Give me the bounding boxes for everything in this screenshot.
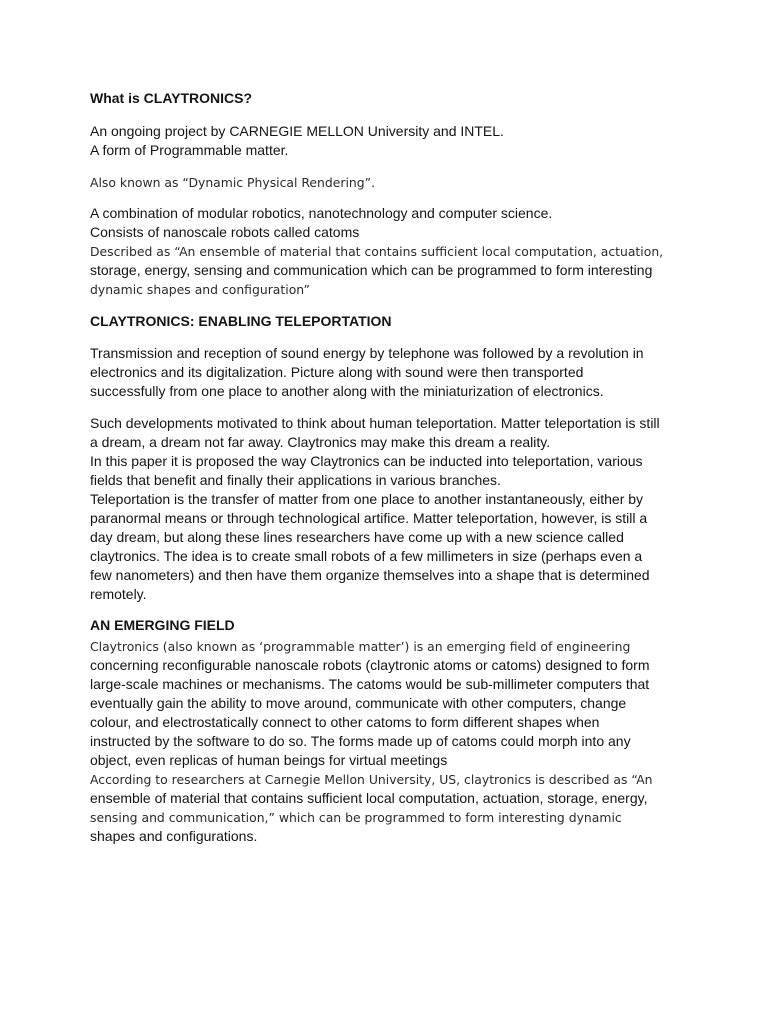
paragraph-line: object, even replicas of human beings for virtual meetings (90, 752, 448, 768)
paragraph-line: claytronics. The idea is to create small robots of a few millimeters in size (perhaps even a (90, 548, 643, 564)
paragraph-line: Claytronics (also known as ‘programmable matter’) is an emerging field of engineering (90, 639, 631, 654)
paragraph-line: dynamic shapes and configuration” (90, 282, 310, 297)
heading-what-is: What is CLAYTRONICS? (90, 90, 253, 106)
paragraph-line: In this paper it is proposed the way Claytronics can be inducted into teleportation, various (90, 453, 643, 469)
paragraph-line: concerning reconfigurable nanoscale robots (claytronic atoms or catoms) designed to form (90, 657, 650, 673)
paragraph-line: day dream, but along these lines researchers have come up with a new science called (90, 529, 624, 545)
paragraph-line: A combination of modular robotics, nanotechnology and computer science. (90, 205, 553, 221)
paragraph-line: a dream, a dream not far away. Claytronics may make this dream a reality. (90, 434, 551, 450)
heading-teleportation: CLAYTRONICS: ENABLING TELEPORTATION (90, 313, 392, 329)
paragraph-line: According to researchers at Carnegie Mellon University, US, claytronics is described as “An (90, 772, 653, 787)
paragraph-line: electronics and its digitalization. Picture along with sound were then transported (90, 364, 584, 380)
paragraph-line: Such developments motivated to think about human teleportation. Matter teleportation is still (90, 415, 660, 431)
paragraph-line: Teleportation is the transfer of matter from one place to another instantaneously, either by (90, 491, 644, 507)
paragraph-line: A form of Programmable matter. (90, 142, 289, 158)
paragraph-line: An ongoing project by CARNEGIE MELLON University and INTEL. (90, 123, 504, 139)
paragraph-line: paranormal means or through technological artifice. Matter teleportation, however, is still a (90, 510, 648, 526)
paragraph-line: storage, energy, sensing and communication which can be programmed to form interesting (90, 262, 653, 278)
paragraph-line: instructed by the software to do so. The forms made up of catoms could morph into any (90, 733, 631, 749)
paragraph-line: fields that benefit and finally their applications in various branches. (90, 472, 501, 488)
paragraph-line: ensemble of material that contains sufficient local computation, actuation, storage, energy, (90, 790, 648, 806)
paragraph-line: colour, and electrostatically connect to other catoms to form different shapes when (90, 714, 600, 730)
paragraph-line: remotely. (90, 586, 147, 602)
heading-emerging-field: AN EMERGING FIELD (90, 617, 235, 633)
paragraph-line: successfully from one place to another along with the miniaturization of electronics. (90, 383, 604, 399)
paragraph-line: shapes and configurations. (90, 828, 258, 844)
paragraph-line: Described as “An ensemble of material that contains sufficient local computation, actuation, (90, 244, 664, 259)
paragraph-line: Transmission and reception of sound energy by telephone was followed by a revolution in (90, 345, 644, 361)
paragraph-line: eventually gain the ability to move around, communicate with other computers, change (90, 695, 627, 711)
paragraph-line: few nanometers) and then have them organize themselves into a shape that is determined (90, 567, 650, 583)
paragraph-line: Also known as “Dynamic Physical Rendering”. (90, 175, 376, 190)
paragraph-line: sensing and communication,” which can be programmed to form interesting dynamic (90, 810, 622, 825)
paragraph-line: Consists of nanoscale robots called catoms (90, 224, 360, 240)
paragraph-line: large-scale machines or mechanisms. The catoms would be sub-millimeter computers that (90, 676, 650, 692)
